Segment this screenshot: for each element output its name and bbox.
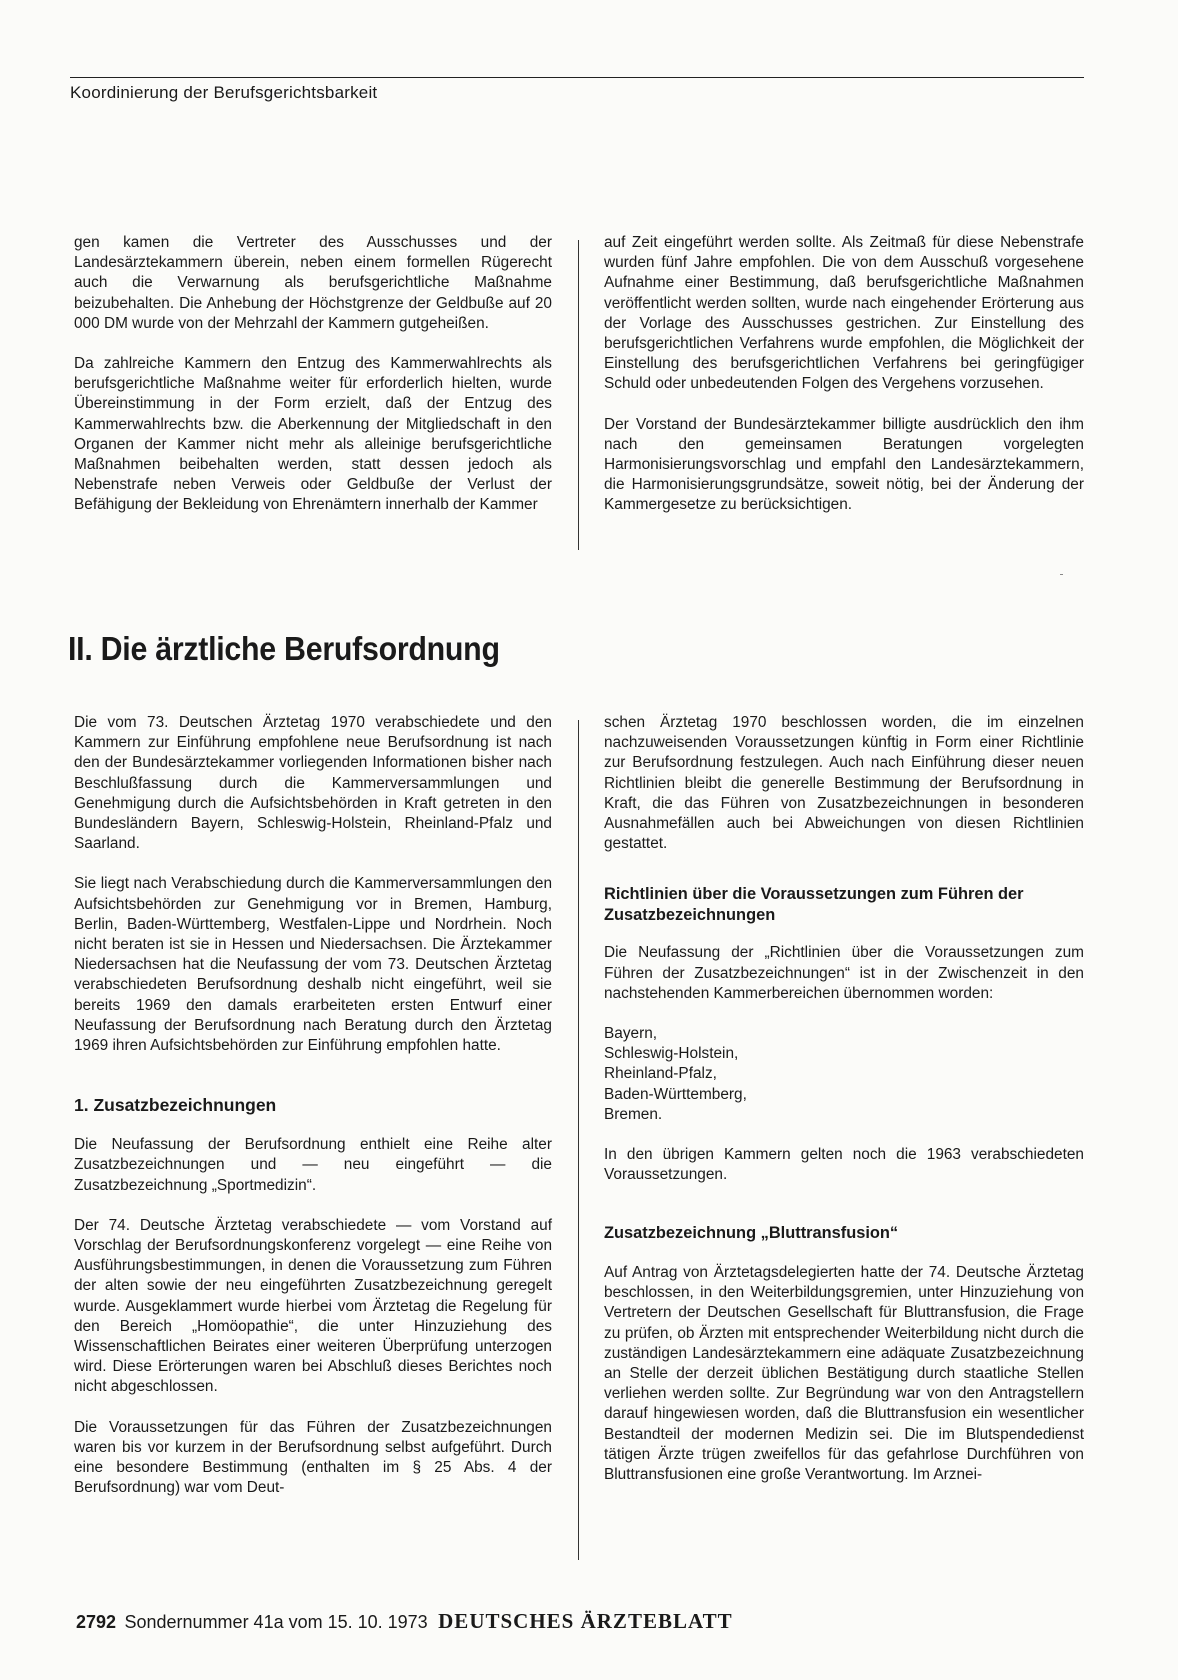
- page-number: 2792: [76, 1612, 117, 1632]
- top-right-column: [604, 233, 1084, 516]
- paragraph: auf Zeit eingeführt werden sollte. Als Zeitmaß für diese Nebenstrafe wurden fünf Jahre empfohlen. Die von dem Ausschuß vorgesehene Aufnahme einer Bestimmung, daß berufsgerichtliche Maßnahmen veröffentlicht werden sollten, wurde nach eingehender Erörterung aus der Vorlage des Ausschusses gestrichen. Zur Einstellung des berufsgerichtlichen Verfahrens wurde empfohlen, die Möglichkeit der Einstellung des berufsgerichtlichen Verfahrens bei geringfügiger Schuld oder unbedeutenden Folgen des Vergehens vorzusehen.: [604, 234, 1084, 393]
- bottom-left-column: [74, 713, 552, 1499]
- running-head: Koordinierung der Berufsgerichtsbarkeit: [70, 83, 378, 102]
- paragraph: Da zahlreiche Kammern den Entzug des Kammerwahlrechts als berufsgerichtliche Maßnahme weiter für erforderlich hielten, wurde Übereinstimmung in der Form erzielt, daß der Entzug des Kammerwahlrechts bzw. die Aberkennung der Mitgliedschaft in den Organen der Kammer nicht mehr als alleinige berufsgerichtliche Maßnahmen beibehalten werden, statt dessen jedoch als Nebenstrafe neben Verweis oder Geldbuße der Verlust der Befähigung der Bekleidung von Ehrenämtern innerhalb der Kammer: [74, 355, 552, 514]
- subheading-richtlinien: Richtlinien über die Voraussetzungen zum Führen der Zusatzbezeichnungen: [604, 885, 1024, 924]
- journal-name: DEUTSCHES ÄRZTEBLATT: [438, 1609, 733, 1633]
- paragraph: Die Neufassung der „Richtlinien über die Voraussetzungen zum Führen der Zusatzbezeichnungen“ ist in der Zwischenzeit in den nachstehenden Kammerbereichen übernommen worden:: [604, 944, 1084, 1002]
- column-divider: [578, 240, 579, 550]
- issue-info: Sondernummer 41a vom 15. 10. 1973: [124, 1612, 428, 1632]
- column-divider: [578, 720, 579, 1560]
- paragraph: Der Vorstand der Bundesärztekammer billigte ausdrücklich den ihm nach den gemeinsamen Beratungen vorgelegten Harmonisierungsvorschlag und empfahl den Landesärztekammern, die Harmonisierungsgrundsätze, soweit nötig, bei der Änderung der Kammergesetze zu berücksichtigen.: [604, 415, 1084, 514]
- paragraph: In den übrigen Kammern gelten noch die 1963 verabschiedeten Voraussetzungen.: [604, 1146, 1084, 1184]
- list-item: Bayern,: [604, 1025, 658, 1043]
- subheading-bluttransfusion: Zusatzbezeichnung „Bluttransfusion“: [604, 1224, 899, 1243]
- paragraph: Die Neufassung der Berufsordnung enthielt eine Reihe alter Zusatzbezeichnungen und — neu eingeführt — die Zusatzbezeichnung „Sportmedizin“.: [74, 1136, 552, 1194]
- paragraph: schen Ärztetag 1970 beschlossen worden, die im einzelnen nachzuweisenden Voraussetzungen künftig in Form einer Richtlinie zur Berufsordnung festzulegen. Auch nach Einführung dieser neuen Richtlinien bleibt die generelle Bestimmung der Berufsordnung in Kraft, die das Führen von Zusatzbezeichnungen in besonderen Ausnahmefällen auch bei Abweichungen von diesen Richtlinien gestattet.: [604, 714, 1084, 853]
- paragraph: Die Voraussetzungen für das Führen der Zusatzbezeichnungen waren bis vor kurzem in der Berufsordnung selbst aufgeführt. Durch eine besondere Bestimmung (enthalten im § 25 Abs. 4 der Berufsordnung) war vom Deut-: [74, 1418, 552, 1497]
- list-item: Schleswig-Holstein,: [604, 1045, 739, 1063]
- paragraph: gen kamen die Vertreter des Ausschusses und der Landesärztekammern überein, neben einem formellen Rügerecht auch die Verwarnung als berufsgerichtliche Maßnahme beizubehalten. Die Anhebung der Höchstgrenze der Geldbuße auf 20 000 DM wurde von der Mehrzahl der Kammern gutgeheißen.: [74, 234, 552, 332]
- paragraph: Der 74. Deutsche Ärztetag verabschiedete — vom Vorstand auf Vorschlag der Berufsordnungskonferenz vorgelegt — eine Reihe von Ausführungsbestimmungen, in denen die Voraussetzung zum Führen der alten sowie der neu eingeführten Zusatzbezeichnung geregelt wurde. Ausgeklammert wurde hierbei vom Ärztetag die Regelung für den Bereich „Homöopathie“, die unter Hinzuziehung des Wissenschaftlichen Beirates einer weiteren Überprüfung unterzogen wird. Diese Erörterungen waren bei Abschluß dieses Berichtes noch nicht abgeschlossen.: [74, 1216, 552, 1396]
- section-title: II. Die ärztliche Berufsordnung: [68, 630, 500, 667]
- list-item: Bremen.: [604, 1105, 663, 1123]
- print-speck: [1060, 574, 1063, 575]
- bottom-right-column: [604, 713, 1084, 1485]
- state-list: [604, 1024, 1084, 1125]
- paragraph: Sie liegt nach Verabschiedung durch die Kammerversammlungen den Aufsichtsbehörden zur Genehmigung vor in Bremen, Hamburg, Berlin, Baden-Württemberg, Westfalen-Lippe und Nordrhein. Noch nicht beraten ist sie in Hessen und Niedersachsen. Die Ärztekammer Niedersachsen hat die Neufassung der vom 73. Deutschen Ärztetag verabschiedeten Berufsordnung deshalb nicht eingeführt, weil sie bereits 1969 den damals erarbeiteten ersten Entwurf einer Neufassung der Berufsordnung nach Beratung durch den Ärztetag 1969 ihren Aufsichtsbehörden zur Einführung empfohlen hatte.: [74, 875, 552, 1055]
- top-left-column: [74, 233, 552, 516]
- subheading-zusatzbezeichnungen: 1. Zusatzbezeichnungen: [74, 1095, 277, 1116]
- list-item: Rheinland-Pfalz,: [604, 1065, 717, 1083]
- paragraph: Auf Antrag von Ärztetagsdelegierten hatte der 74. Deutsche Ärztetag beschlossen, in den Weiterbildungsgremien, unter Hinzuziehung von Vertretern der Deutschen Gesellschaft für Bluttransfusion, die Frage zu prüfen, ob Ärzten mit entsprechender Weiterbildung nicht durch die zuständigen Landesärztekammern eine adäquate Zusatzbezeichnung an Stelle der derzeit üblichen Bestätigung durch staatliche Stellen verliehen werden sollte. Zur Begründung war von den Antragstellern darauf hingewiesen worden, daß die Bluttransfusion ein wesentlicher Bestandteil der modernen Medizin sei. Die im Blutspendedienst tätigen Ärzte trügen zweifellos für das gefahrlose Durchführen von Bluttransfusionen eine große Verantwortung. Im Arznei-: [604, 1263, 1084, 1483]
- header-rule: [70, 77, 1084, 78]
- page-footer: [76, 1609, 733, 1634]
- paragraph: Die vom 73. Deutschen Ärztetag 1970 verabschiedete und den Kammern zur Einführung empfohlene neue Berufsordnung ist nach den der Bundesärztekammer vorliegenden Informationen bisher nach Beschlußfassung durch die Kammerversammlungen und Genehmigung durch die Aufsichtsbehörden in Kraft getreten in den Bundesländern Bayern, Schleswig-Holstein, Rheinland-Pfalz und Saarland.: [74, 714, 552, 853]
- list-item: Baden-Württemberg,: [604, 1085, 747, 1103]
